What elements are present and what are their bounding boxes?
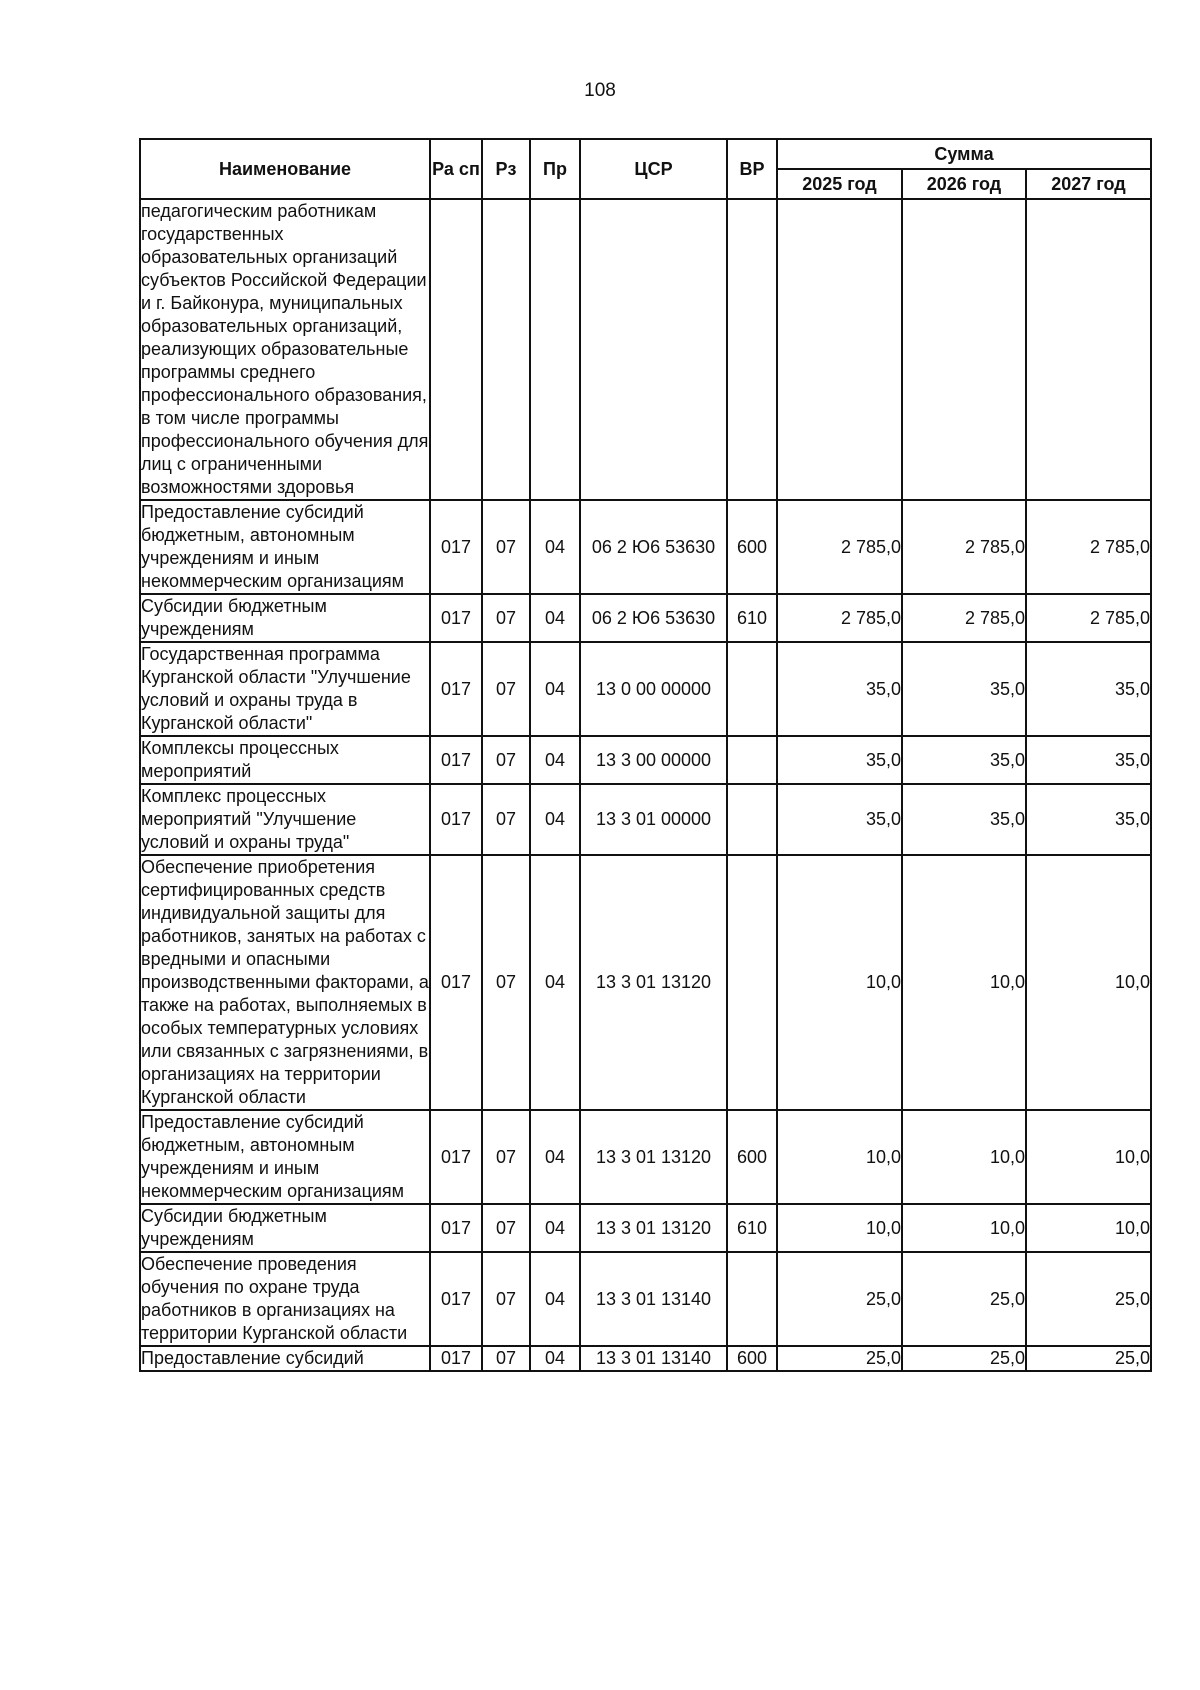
cell-2027: 35,0 — [1026, 642, 1151, 736]
page-number: 108 — [584, 80, 616, 101]
cell-2026: 25,0 — [902, 1346, 1026, 1371]
cell-2025: 35,0 — [777, 736, 902, 784]
cell-2026: 35,0 — [902, 736, 1026, 784]
cell-2026: 10,0 — [902, 1204, 1026, 1252]
cell-pr: 04 — [530, 855, 580, 1110]
cell-2025: 35,0 — [777, 784, 902, 855]
cell-rz: 07 — [482, 1110, 530, 1204]
cell-2027: 25,0 — [1026, 1252, 1151, 1346]
table-row — [140, 855, 1151, 1110]
cell-2026: 25,0 — [902, 1252, 1026, 1346]
cell-csr: 13 3 01 13120 — [580, 1204, 727, 1252]
cell-2025: 25,0 — [777, 1346, 902, 1371]
cell-name: Субсидии бюджетным учреждениям — [140, 1204, 430, 1252]
cell-name: Комплексы процессных мероприятий — [140, 736, 430, 784]
cell-name: Предоставление субсидий — [140, 1346, 430, 1371]
cell-name: Субсидии бюджетным учреждениям — [140, 594, 430, 642]
cell-name: Комплекс процессных мероприятий "Улучшение условий и охраны труда" — [140, 784, 430, 855]
table-row — [140, 199, 1151, 500]
cell-name: Предоставление субсидий бюджетным, автономным учреждениям и иным некоммерческим организациям — [140, 500, 430, 594]
cell-rasp: 017 — [430, 642, 482, 736]
cell-vr: 610 — [727, 594, 777, 642]
cell-csr: 13 3 01 13140 — [580, 1346, 727, 1371]
cell-name: Обеспечение приобретения сертифицированных средств индивидуальной защиты для работников, занятых на работах с вредными и опасными производственными факторами, а также на работах, выполняемых в особых температурных условиях или связанных с загрязнениями, в организациях на территории Курганской области — [140, 855, 430, 1110]
cell-csr: 13 3 01 00000 — [580, 784, 727, 855]
cell-csr — [580, 199, 727, 500]
table-row — [140, 594, 1151, 642]
cell-name: Предоставление субсидий бюджетным, автономным учреждениям и иным некоммерческим организациям — [140, 1110, 430, 1204]
cell-rasp: 017 — [430, 1346, 482, 1371]
table-row — [140, 784, 1151, 855]
cell-rasp — [430, 199, 482, 500]
cell-vr: 610 — [727, 1204, 777, 1252]
cell-rasp: 017 — [430, 500, 482, 594]
header-rasp: Ра сп — [430, 139, 482, 199]
cell-csr: 13 3 01 13140 — [580, 1252, 727, 1346]
cell-rz: 07 — [482, 1346, 530, 1371]
cell-pr: 04 — [530, 736, 580, 784]
cell-2027: 10,0 — [1026, 1110, 1151, 1204]
cell-vr — [727, 1252, 777, 1346]
cell-name: педагогическим работникам государственных образовательных организаций субъектов Российской Федерации и г. Байконура, муниципальных образовательных организаций, реализующих образовательные программы среднего профессионального образования, в том числе программы профессионального обучения для лиц с ограниченными возможностями здоровья — [140, 199, 430, 500]
cell-rz: 07 — [482, 500, 530, 594]
cell-pr: 04 — [530, 784, 580, 855]
cell-2025: 10,0 — [777, 1204, 902, 1252]
cell-2025: 35,0 — [777, 642, 902, 736]
cell-vr: 600 — [727, 500, 777, 594]
cell-2027: 35,0 — [1026, 736, 1151, 784]
cell-2025: 2 785,0 — [777, 594, 902, 642]
cell-2026 — [902, 199, 1026, 500]
budget-table — [139, 138, 1152, 1372]
cell-2026: 35,0 — [902, 784, 1026, 855]
cell-rz — [482, 199, 530, 500]
cell-2027: 35,0 — [1026, 784, 1151, 855]
cell-2026: 35,0 — [902, 642, 1026, 736]
cell-pr: 04 — [530, 594, 580, 642]
header-sum: Сумма — [777, 139, 1151, 169]
cell-csr: 13 0 00 00000 — [580, 642, 727, 736]
header-pr: Пр — [530, 139, 580, 199]
cell-pr: 04 — [530, 1346, 580, 1371]
cell-csr: 06 2 Ю6 53630 — [580, 594, 727, 642]
cell-2026: 2 785,0 — [902, 500, 1026, 594]
table-row — [140, 1346, 1151, 1371]
cell-rz: 07 — [482, 736, 530, 784]
header-name: Наименование — [140, 139, 430, 199]
table-row — [140, 1204, 1151, 1252]
header-row — [140, 139, 1151, 169]
cell-vr — [727, 736, 777, 784]
cell-2027: 2 785,0 — [1026, 594, 1151, 642]
table-row — [140, 1110, 1151, 1204]
cell-pr — [530, 199, 580, 500]
cell-2026: 10,0 — [902, 855, 1026, 1110]
cell-vr — [727, 642, 777, 736]
table-row — [140, 500, 1151, 594]
cell-2027: 10,0 — [1026, 1204, 1151, 1252]
cell-csr: 13 3 01 13120 — [580, 1110, 727, 1204]
cell-vr: 600 — [727, 1346, 777, 1371]
cell-2025: 10,0 — [777, 855, 902, 1110]
cell-rasp: 017 — [430, 1252, 482, 1346]
cell-csr: 13 3 00 00000 — [580, 736, 727, 784]
header-rz: Рз — [482, 139, 530, 199]
cell-rz: 07 — [482, 1204, 530, 1252]
table-row — [140, 736, 1151, 784]
cell-pr: 04 — [530, 1110, 580, 1204]
cell-pr: 04 — [530, 642, 580, 736]
header-year-2027: 2027 год — [1026, 169, 1151, 199]
cell-2026: 10,0 — [902, 1110, 1026, 1204]
cell-2027: 2 785,0 — [1026, 500, 1151, 594]
cell-rasp: 017 — [430, 594, 482, 642]
cell-name: Государственная программа Курганской области "Улучшение условий и охраны труда в Курганской области" — [140, 642, 430, 736]
cell-name: Обеспечение проведения обучения по охране труда работников в организациях на территории Курганской области — [140, 1252, 430, 1346]
table-row — [140, 642, 1151, 736]
header-csr: ЦСР — [580, 139, 727, 199]
cell-rasp: 017 — [430, 1204, 482, 1252]
cell-rz: 07 — [482, 642, 530, 736]
cell-pr: 04 — [530, 500, 580, 594]
cell-2026: 2 785,0 — [902, 594, 1026, 642]
cell-rz: 07 — [482, 855, 530, 1110]
cell-2025: 10,0 — [777, 1110, 902, 1204]
header-year-2025: 2025 год — [777, 169, 902, 199]
cell-rasp: 017 — [430, 736, 482, 784]
cell-rasp: 017 — [430, 855, 482, 1110]
cell-rz: 07 — [482, 594, 530, 642]
cell-2025 — [777, 199, 902, 500]
cell-csr: 06 2 Ю6 53630 — [580, 500, 727, 594]
cell-pr: 04 — [530, 1252, 580, 1346]
cell-rz: 07 — [482, 1252, 530, 1346]
cell-vr — [727, 855, 777, 1110]
cell-2027: 10,0 — [1026, 855, 1151, 1110]
header-year-2026: 2026 год — [902, 169, 1026, 199]
cell-rz: 07 — [482, 784, 530, 855]
cell-2027 — [1026, 199, 1151, 500]
cell-vr: 600 — [727, 1110, 777, 1204]
cell-csr: 13 3 01 13120 — [580, 855, 727, 1110]
cell-vr — [727, 784, 777, 855]
cell-rasp: 017 — [430, 784, 482, 855]
cell-2025: 2 785,0 — [777, 500, 902, 594]
cell-vr — [727, 199, 777, 500]
cell-2025: 25,0 — [777, 1252, 902, 1346]
cell-pr: 04 — [530, 1204, 580, 1252]
cell-2027: 25,0 — [1026, 1346, 1151, 1371]
table-row — [140, 1252, 1151, 1346]
header-vr: ВР — [727, 139, 777, 199]
cell-rasp: 017 — [430, 1110, 482, 1204]
